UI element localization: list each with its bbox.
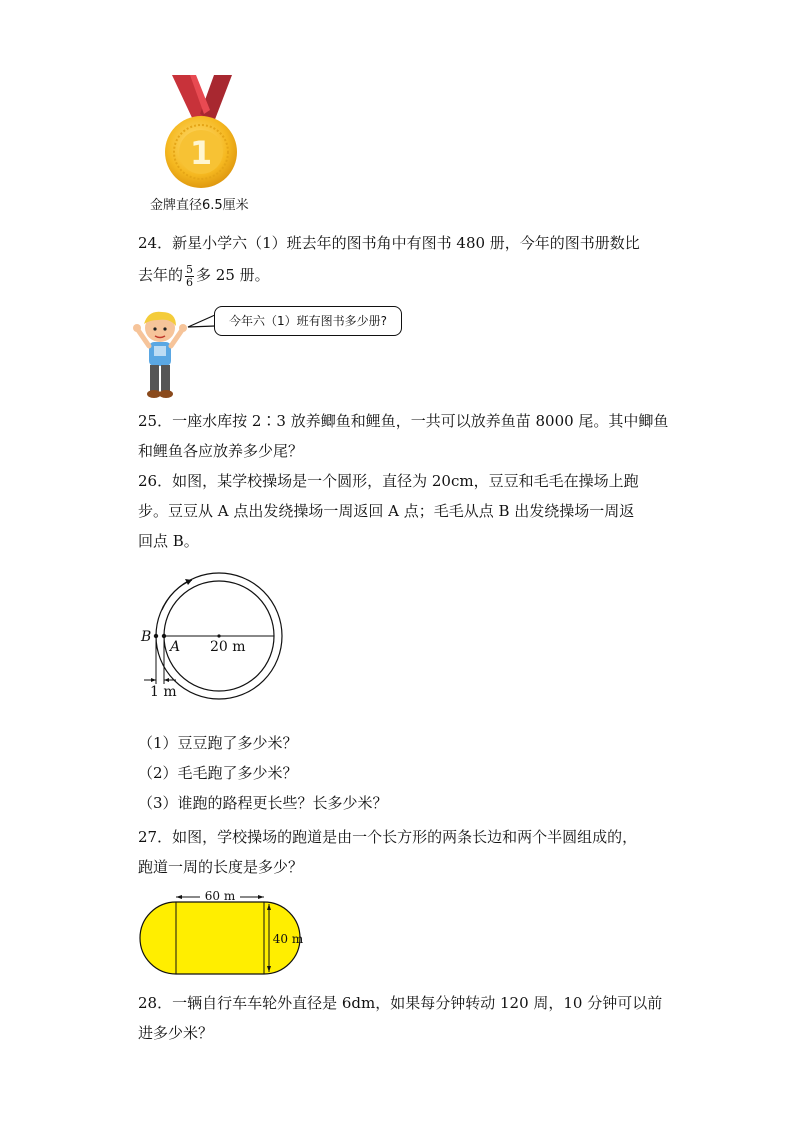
- label-diameter: 20 m: [210, 639, 246, 655]
- point-a: [162, 634, 166, 638]
- fraction-denominator: 6: [186, 275, 194, 289]
- question-25: [138, 406, 668, 466]
- label-length: 60 m: [204, 889, 236, 903]
- q26-line1: 26．如图，某学校操场是一个圆形，直径为 20cm，豆豆和毛毛在操场上跑: [138, 472, 639, 490]
- medal-number: 1: [189, 134, 213, 172]
- q27-line2: 跑道一周的长度是多少？: [138, 858, 304, 876]
- boy-icon: [130, 308, 192, 400]
- question-27: [138, 822, 668, 882]
- speech-bubble: 今年六（1）班有图书多少册?: [214, 306, 402, 336]
- q24-line2-before: 去年的: [138, 266, 184, 284]
- q28-line2: 进多少米？: [138, 1024, 214, 1042]
- question-24: [138, 228, 668, 292]
- q27-line1: 27．如图，学校操场的跑道是由一个长方形的两条长边和两个半圆组成的，: [138, 828, 638, 846]
- center-point: [217, 634, 220, 637]
- running-track-figure: [136, 888, 304, 978]
- medal-caption: 金牌直径6.5厘米: [150, 198, 249, 213]
- circle-track-figure: [138, 568, 288, 700]
- label-a: A: [170, 639, 181, 655]
- point-b: [154, 634, 158, 638]
- label-width: 40 m: [272, 932, 304, 946]
- q24-line2-after: 多 25 册。: [196, 266, 270, 284]
- bubble-tail-icon: [186, 312, 216, 336]
- q28-line1: 28．一辆自行车车轮外直径是 6dm，如果每分钟转动 120 周，10 分钟可以前: [138, 994, 663, 1012]
- question-28: [138, 988, 668, 1048]
- q25-line1: 25．一座水库按 2∶3 放养鲫鱼和鲤鱼，一共可以放养鱼苗 8000 尾。其中鲫鱼: [138, 412, 669, 430]
- label-b: B: [141, 629, 152, 645]
- boy-illustration: [130, 308, 192, 400]
- q26-sub2: （2）毛毛跑了多少米？: [138, 764, 298, 782]
- q26-sub1: （1）豆豆跑了多少米？: [138, 734, 298, 752]
- q26-line3: 回点 B。: [138, 532, 199, 550]
- label-gap: 1 m: [150, 684, 177, 700]
- medal-icon: [160, 72, 246, 194]
- q26-sub3: （3）谁跑的路程更长些？长多少米？: [138, 794, 388, 812]
- q24-line1: 24．新星小学六（1）班去年的图书角中有图书 480 册，今年的图书册数比: [138, 234, 640, 252]
- medal-image: [160, 72, 246, 194]
- q24-line2: [138, 258, 668, 292]
- q25-line2: 和鲤鱼各应放养多少尾？: [138, 442, 304, 460]
- fraction-numerator: 5: [186, 262, 194, 276]
- fraction-five-sixths: [185, 264, 194, 289]
- question-26: [138, 466, 668, 556]
- q26-line2: 步。豆豆从 A 点出发绕操场一周返回 A 点；毛毛从点 B 出发绕操场一周返: [138, 502, 635, 520]
